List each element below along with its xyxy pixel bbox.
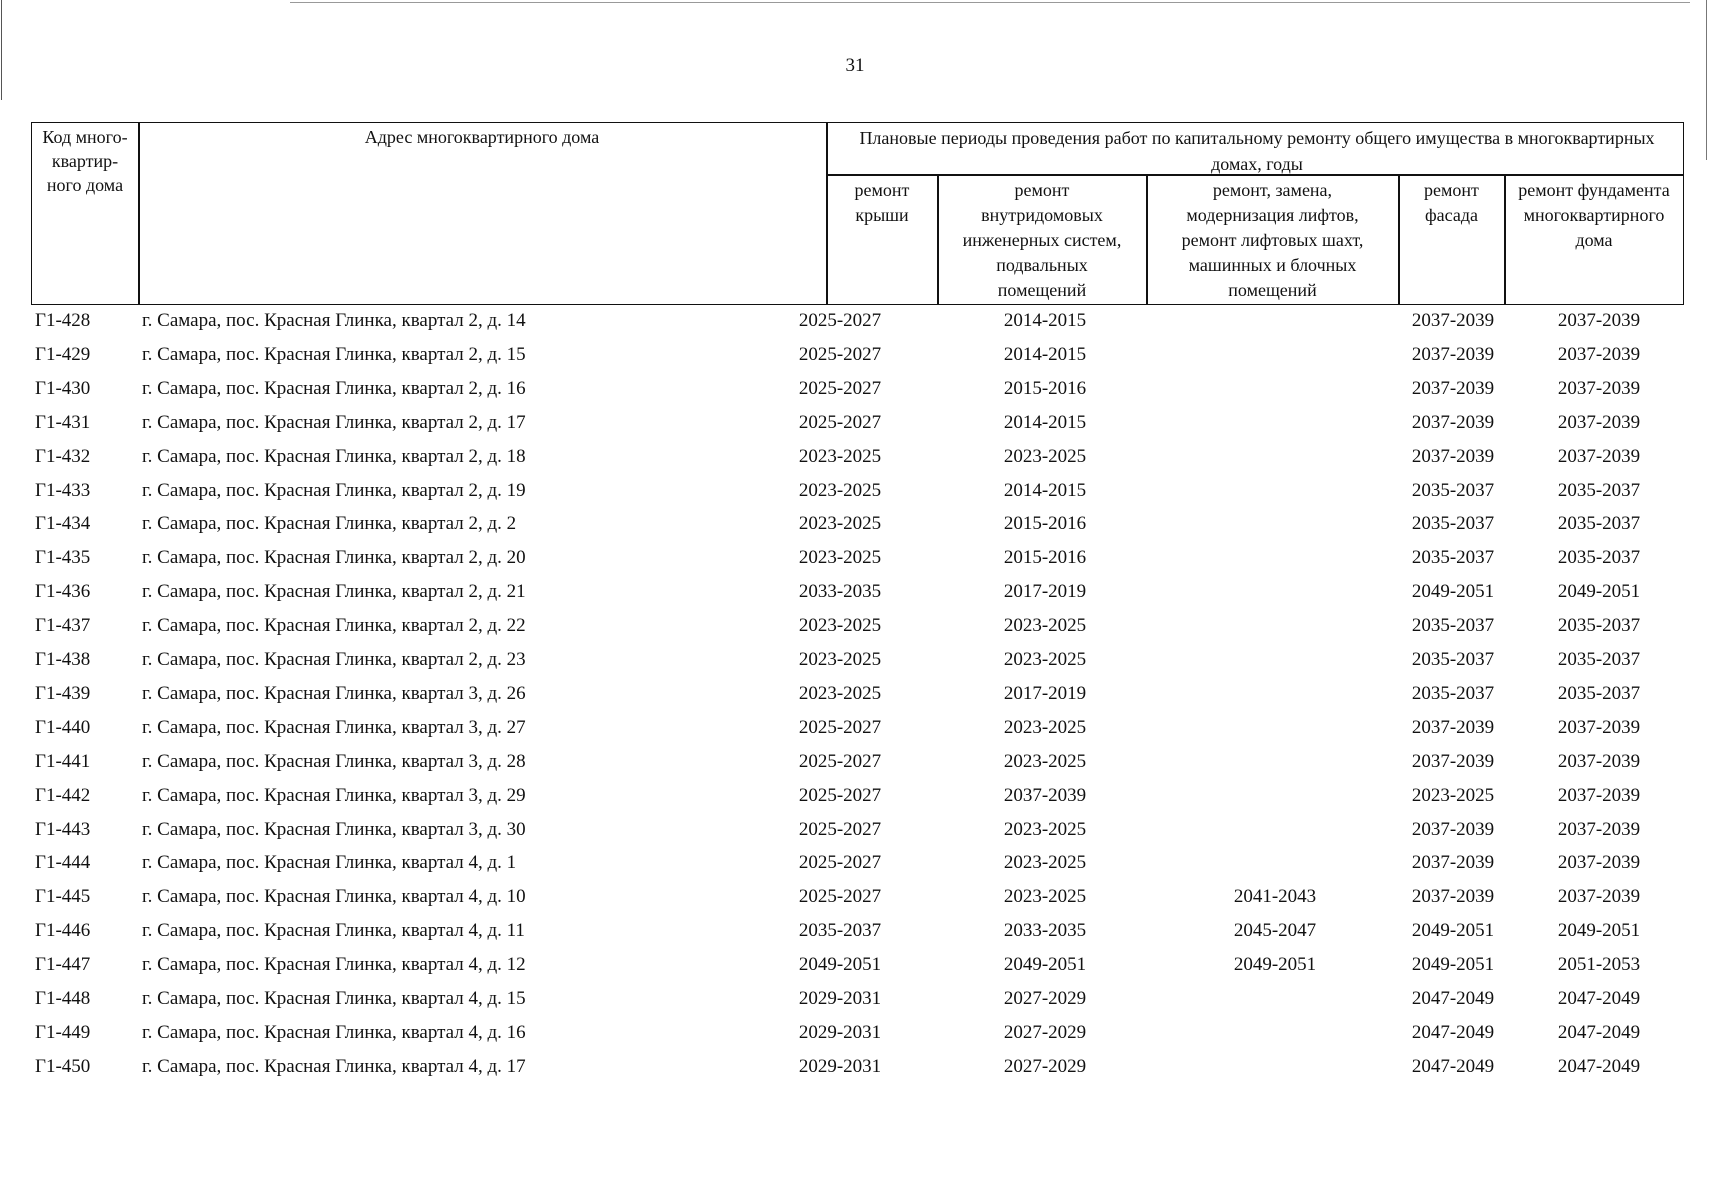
cell-address-text: г. Самара, пос. Красная Глинка, квартал 2, д. 2	[142, 513, 517, 535]
cell-address-text: г. Самара, пос. Красная Глинка, квартал 2, д. 23	[142, 649, 526, 670]
header-address: Адрес многоквартирного дома	[364, 127, 600, 147]
table-row	[0, 408, 1710, 442]
cell-address	[142, 509, 516, 539]
cell-address	[142, 781, 526, 811]
cell-systems-text: 2023-2025	[1003, 716, 1087, 738]
cell-address-text: г. Самара, пос. Красная Глинка, квартал 4, д. 1	[142, 852, 517, 874]
cell-foundation-text: 2037-2039	[1557, 445, 1641, 467]
header-roof: ремонт крыши	[854, 180, 910, 225]
cell-code-text: Г1-444	[35, 852, 91, 874]
cell-address-text: г. Самара, пос. Красная Глинка, квартал 2, д. 21	[142, 581, 526, 603]
cell-address	[142, 679, 526, 709]
cell-roof-text: 2029-2031	[798, 988, 882, 1009]
table-row	[0, 645, 1710, 679]
header-periods-group: Плановые периоды проведения работ по капитальному ремонту общего имущества в многоквартирных домах, годы	[859, 128, 1655, 174]
cell-systems-text: 2015-2016	[1003, 547, 1087, 569]
cell-code	[35, 747, 90, 777]
cell-systems-text: 2015-2016	[1003, 513, 1087, 535]
table-row	[0, 442, 1710, 476]
cell-address-text: г. Самара, пос. Красная Глинка, квартал 3, д. 28	[142, 750, 526, 772]
table-row	[0, 916, 1710, 950]
cell-systems-text: 2023-2025	[1003, 445, 1087, 467]
cell-foundation-text: 2047-2049	[1557, 988, 1641, 1009]
cell-systems-text: 2017-2019	[1003, 682, 1087, 704]
cell-address-text: г. Самара, пос. Красная Глинка, квартал 2, д. 17	[142, 411, 526, 433]
cell-code	[35, 679, 90, 709]
cell-roof-text: 2023-2025	[798, 649, 882, 670]
cell-systems-text: 2017-2019	[1003, 581, 1087, 603]
cell-address-text: г. Самара, пос. Красная Глинка, квартал 2, д. 20	[142, 547, 526, 569]
cell-code	[35, 374, 90, 404]
cell-code	[35, 882, 90, 912]
cell-code-text: Г1-436	[35, 581, 91, 603]
cell-foundation-text: 2037-2039	[1557, 377, 1641, 399]
table-row	[0, 1052, 1710, 1086]
cell-code-text: Г1-450	[35, 1055, 91, 1077]
cell-code	[35, 645, 90, 675]
cell-code-text: Г1-441	[35, 750, 91, 772]
cell-facade-text: 2035-2037	[1411, 479, 1495, 501]
table-row	[0, 611, 1710, 645]
table-row	[0, 747, 1710, 781]
cell-code	[35, 1052, 90, 1082]
cell-code	[35, 984, 90, 1014]
cell-code	[35, 1018, 90, 1048]
cell-address	[142, 476, 526, 506]
cell-facade-text: 2047-2049	[1411, 1021, 1495, 1043]
cell-roof-text: 2025-2027	[798, 716, 882, 738]
cell-address-text: г. Самара, пос. Красная Глинка, квартал 3, д. 30	[142, 818, 526, 840]
cell-systems-text: 2023-2025	[1003, 615, 1087, 637]
cell-roof-text: 2023-2025	[798, 615, 882, 637]
cell-systems-text: 2023-2025	[1003, 649, 1087, 670]
table-row	[0, 781, 1710, 815]
cell-facade-text: 2037-2039	[1411, 852, 1495, 874]
cell-lifts-text: 2041-2043	[1233, 886, 1317, 908]
cell-foundation-text: 2035-2037	[1557, 479, 1641, 501]
cell-roof-text: 2023-2025	[798, 479, 882, 501]
cell-address-text: г. Самара, пос. Красная Глинка, квартал 2, д. 14	[142, 310, 526, 331]
cell-code-text: Г1-443	[35, 818, 91, 840]
cell-address	[142, 442, 526, 472]
cell-systems-text: 2014-2015	[1003, 411, 1087, 433]
cell-facade-text: 2023-2025	[1411, 784, 1495, 806]
cell-foundation-text: 2035-2037	[1557, 615, 1641, 637]
cell-systems-text: 2023-2025	[1003, 852, 1087, 874]
cell-address	[142, 577, 526, 607]
cell-code-text: Г1-449	[35, 1021, 91, 1043]
cell-code-text: Г1-442	[35, 784, 91, 806]
cell-foundation-text: 2035-2037	[1557, 649, 1641, 670]
table-row	[0, 306, 1710, 340]
table-row	[0, 713, 1710, 747]
cell-facade-text: 2037-2039	[1411, 377, 1495, 399]
cell-address	[142, 916, 525, 946]
cell-facade-text: 2037-2039	[1411, 886, 1495, 908]
table-row	[0, 374, 1710, 408]
cell-facade-text: 2035-2037	[1411, 513, 1495, 535]
cell-address-text: г. Самара, пос. Красная Глинка, квартал 2, д. 18	[142, 445, 526, 467]
cell-code	[35, 781, 90, 811]
table-row	[0, 882, 1710, 916]
cell-code-text: Г1-447	[35, 954, 91, 976]
table-row	[0, 543, 1710, 577]
cell-address-text: г. Самара, пос. Красная Глинка, квартал 4, д. 15	[142, 988, 526, 1009]
cell-systems-text: 2023-2025	[1003, 886, 1087, 908]
cell-roof-text: 2029-2031	[798, 1021, 882, 1043]
cell-code	[35, 611, 90, 641]
cell-facade-text: 2047-2049	[1411, 1055, 1495, 1077]
cell-address-text: г. Самара, пос. Красная Глинка, квартал 2, д. 15	[142, 343, 526, 365]
cell-facade-text: 2037-2039	[1411, 818, 1495, 840]
cell-code-text: Г1-434	[35, 513, 91, 535]
cell-lifts-text: 2045-2047	[1233, 920, 1317, 942]
cell-systems-text: 2023-2025	[1003, 750, 1087, 772]
page-number: 31	[845, 55, 865, 76]
cell-roof-text: 2025-2027	[798, 310, 882, 331]
cell-facade-text: 2037-2039	[1411, 716, 1495, 738]
scan-artifact-left	[1, 0, 2, 100]
cell-code	[35, 306, 90, 336]
cell-code-text: Г1-439	[35, 682, 91, 704]
cell-code-text: Г1-428	[35, 310, 91, 331]
cell-roof-text: 2025-2027	[798, 377, 882, 399]
cell-systems-text: 2037-2039	[1003, 784, 1087, 806]
cell-address	[142, 848, 516, 878]
cell-facade-text: 2037-2039	[1411, 445, 1495, 467]
cell-facade-text: 2037-2039	[1411, 343, 1495, 365]
cell-code	[35, 543, 90, 573]
cell-foundation-text: 2051-2053	[1557, 954, 1641, 976]
cell-systems-text: 2014-2015	[1003, 343, 1087, 365]
cell-roof-text: 2035-2037	[798, 920, 882, 942]
cell-address	[142, 950, 526, 980]
cell-address-text: г. Самара, пос. Красная Глинка, квартал 4, д. 16	[142, 1021, 526, 1043]
table-row	[0, 577, 1710, 611]
cell-systems-text: 2033-2035	[1003, 920, 1087, 942]
cell-code	[35, 476, 90, 506]
table-row	[0, 340, 1710, 374]
cell-code-text: Г1-429	[35, 343, 91, 365]
cell-code-text: Г1-432	[35, 445, 91, 467]
cell-roof-text: 2025-2027	[798, 784, 882, 806]
cell-facade-text: 2049-2051	[1411, 581, 1495, 603]
cell-foundation-text: 2037-2039	[1557, 343, 1641, 365]
cell-systems-text: 2014-2015	[1003, 310, 1087, 331]
cell-address	[142, 984, 526, 1014]
cell-facade-text: 2049-2051	[1411, 920, 1495, 942]
cell-foundation-text: 2037-2039	[1557, 310, 1641, 331]
cell-code-text: Г1-430	[35, 377, 91, 399]
cell-roof-text: 2023-2025	[798, 445, 882, 467]
cell-foundation-text: 2049-2051	[1557, 920, 1641, 942]
cell-facade-text: 2037-2039	[1411, 411, 1495, 433]
cell-address	[142, 815, 526, 845]
cell-roof-text: 2025-2027	[798, 343, 882, 365]
cell-facade-text: 2047-2049	[1411, 988, 1495, 1009]
cell-address-text: г. Самара, пос. Красная Глинка, квартал 2, д. 22	[142, 615, 526, 637]
cell-address-text: г. Самара, пос. Красная Глинка, квартал 4, д. 17	[142, 1055, 526, 1077]
cell-lifts-text: 2049-2051	[1233, 954, 1317, 976]
cell-code	[35, 442, 90, 472]
cell-roof-text: 2029-2031	[798, 1055, 882, 1077]
cell-address	[142, 374, 526, 404]
cell-address	[142, 1018, 526, 1048]
header-lifts: ремонт, замена, модернизация лифтов, ремонт лифтовых шахт, машинных и блочных помещений	[1181, 180, 1364, 300]
table-row	[0, 476, 1710, 510]
cell-roof-text: 2023-2025	[798, 682, 882, 704]
cell-foundation-text: 2047-2049	[1557, 1021, 1641, 1043]
cell-code-text: Г1-446	[35, 920, 91, 942]
cell-address	[142, 882, 526, 912]
cell-foundation-text: 2035-2037	[1557, 547, 1641, 569]
cell-systems-text: 2049-2051	[1003, 954, 1087, 976]
cell-code-text: Г1-433	[35, 479, 91, 501]
cell-roof-text: 2025-2027	[798, 852, 882, 874]
cell-foundation-text: 2037-2039	[1557, 716, 1641, 738]
cell-roof-text: 2025-2027	[798, 411, 882, 433]
cell-foundation-text: 2049-2051	[1557, 581, 1641, 603]
cell-roof-text: 2025-2027	[798, 886, 882, 908]
cell-roof-text: 2033-2035	[798, 581, 882, 603]
cell-code-text: Г1-440	[35, 716, 91, 738]
cell-code	[35, 408, 90, 438]
cell-address	[142, 747, 526, 777]
table-row	[0, 950, 1710, 984]
cell-address	[142, 713, 526, 743]
cell-address-text: г. Самара, пос. Красная Глинка, квартал 3, д. 26	[142, 682, 526, 704]
cell-code	[35, 340, 90, 370]
table-row	[0, 984, 1710, 1018]
cell-code	[35, 916, 90, 946]
cell-address	[142, 340, 526, 370]
cell-facade-text: 2037-2039	[1411, 750, 1495, 772]
cell-foundation-text: 2047-2049	[1557, 1055, 1641, 1077]
cell-facade-text: 2035-2037	[1411, 682, 1495, 704]
cell-foundation-text: 2037-2039	[1557, 852, 1641, 874]
cell-address	[142, 543, 526, 573]
cell-roof-text: 2025-2027	[798, 750, 882, 772]
cell-systems-text: 2027-2029	[1003, 1021, 1087, 1043]
cell-code-text: Г1-435	[35, 547, 91, 569]
cell-address-text: г. Самара, пос. Красная Глинка, квартал 3, д. 27	[142, 716, 526, 738]
cell-code	[35, 815, 90, 845]
cell-code	[35, 950, 90, 980]
table-row	[0, 848, 1710, 882]
cell-code	[35, 848, 90, 878]
header-systems: ремонт внутридомовых инженерных систем, подвальных помещений	[962, 180, 1122, 300]
scan-artifact-top	[290, 2, 1690, 3]
cell-code-text: Г1-438	[35, 649, 91, 670]
cell-facade-text: 2035-2037	[1411, 649, 1495, 670]
cell-code-text: Г1-437	[35, 615, 91, 637]
cell-facade-text: 2049-2051	[1411, 954, 1495, 976]
cell-address-text: г. Самара, пос. Красная Глинка, квартал 4, д. 11	[142, 920, 525, 942]
header-code: Код много- квартир- ного дома	[42, 127, 128, 195]
cell-address	[142, 306, 526, 336]
table-row	[0, 815, 1710, 849]
cell-code-text: Г1-431	[35, 411, 91, 433]
header-divider	[138, 123, 140, 304]
table-row	[0, 509, 1710, 543]
cell-systems-text: 2027-2029	[1003, 1055, 1087, 1077]
cell-foundation-text: 2037-2039	[1557, 818, 1641, 840]
cell-address-text: г. Самара, пос. Красная Глинка, квартал 4, д. 12	[142, 954, 526, 976]
cell-foundation-text: 2037-2039	[1557, 750, 1641, 772]
scan-artifact-right	[1706, 0, 1707, 160]
cell-code	[35, 509, 90, 539]
header-foundation: ремонт фундамента многоквартирного дома	[1518, 180, 1670, 250]
cell-systems-text: 2015-2016	[1003, 377, 1087, 399]
cell-systems-text: 2023-2025	[1003, 818, 1087, 840]
cell-code-text: Г1-448	[35, 988, 91, 1009]
table-row	[0, 1018, 1710, 1052]
cell-code	[35, 713, 90, 743]
header-facade: ремонт фасада	[1424, 180, 1479, 225]
cell-systems-text: 2027-2029	[1003, 988, 1087, 1009]
table-header	[31, 122, 1684, 305]
cell-facade-text: 2035-2037	[1411, 615, 1495, 637]
cell-address	[142, 645, 526, 675]
cell-code	[35, 577, 90, 607]
cell-foundation-text: 2035-2037	[1557, 682, 1641, 704]
cell-address-text: г. Самара, пос. Красная Глинка, квартал 4, д. 10	[142, 886, 526, 908]
cell-address	[142, 408, 526, 438]
cell-address-text: г. Самара, пос. Красная Глинка, квартал 2, д. 16	[142, 377, 526, 399]
cell-roof-text: 2049-2051	[798, 954, 882, 976]
cell-foundation-text: 2037-2039	[1557, 784, 1641, 806]
cell-code-text: Г1-445	[35, 886, 91, 908]
cell-address	[142, 611, 526, 641]
cell-foundation-text: 2037-2039	[1557, 886, 1641, 908]
cell-foundation-text: 2035-2037	[1557, 513, 1641, 535]
table-row	[0, 679, 1710, 713]
cell-systems-text: 2014-2015	[1003, 479, 1087, 501]
cell-roof-text: 2023-2025	[798, 547, 882, 569]
cell-address	[142, 1052, 526, 1082]
cell-roof-text: 2023-2025	[798, 513, 882, 535]
cell-facade-text: 2037-2039	[1411, 310, 1495, 331]
cell-foundation-text: 2037-2039	[1557, 411, 1641, 433]
cell-address-text: г. Самара, пос. Красная Глинка, квартал 2, д. 19	[142, 479, 526, 501]
cell-facade-text: 2035-2037	[1411, 547, 1495, 569]
cell-roof-text: 2025-2027	[798, 818, 882, 840]
cell-address-text: г. Самара, пос. Красная Глинка, квартал 3, д. 29	[142, 784, 526, 806]
